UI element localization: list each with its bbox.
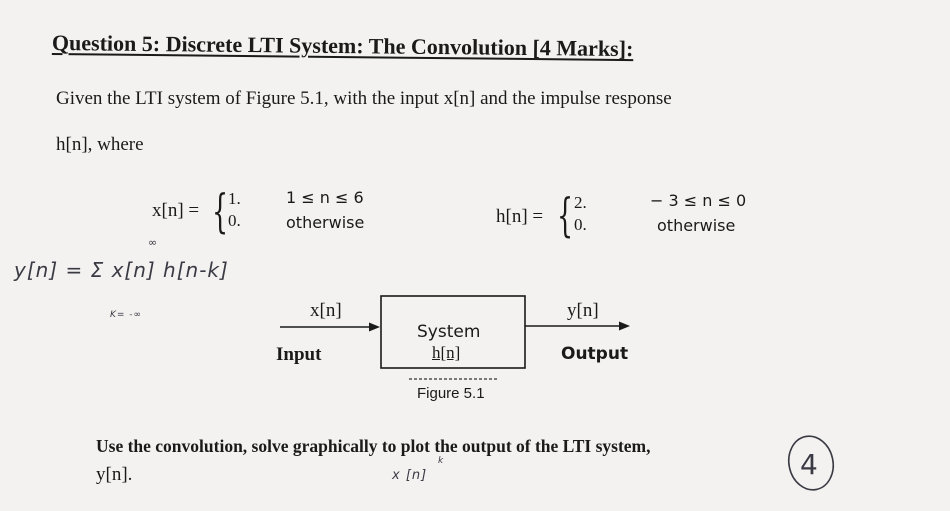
h-case2-value: 0. <box>574 215 587 234</box>
handwritten-bottom-note: x [n] <box>392 468 428 483</box>
task-line-1: Use the convolution, solve graphically to plot the output of the LTI system, <box>96 436 651 456</box>
question-title: Question 5: Discrete LTI System: The Convolution [4 Marks]: <box>51 30 634 62</box>
x-case1-condition: 1 ≤ n ≤ 6 <box>286 188 364 207</box>
x-case2-value: 0. <box>228 211 241 230</box>
diagram-system-label: System <box>417 322 481 342</box>
figure-caption: Figure 5.1 <box>417 385 485 402</box>
handwritten-sum-lower-limit: K= -∞ <box>110 310 143 320</box>
x-definition-lhs: x[n] = <box>152 200 200 221</box>
handwritten-bottom-sup: k <box>438 456 445 466</box>
h-definition-lhs: h[n] = <box>496 206 544 227</box>
diagram-output-signal: y[n] <box>567 300 599 321</box>
output-arrowhead <box>619 322 630 331</box>
diagram-input-label: Input <box>276 344 322 365</box>
intro-line-1: Given the LTI system of Figure 5.1, with the input x[n] and the impulse response <box>56 88 672 109</box>
x-definition-brace: { <box>212 184 229 238</box>
diagram-output-label: Output <box>561 344 629 364</box>
h-case1-condition: − 3 ≤ n ≤ 0 <box>650 191 747 210</box>
x-case2-condition: otherwise <box>286 213 365 232</box>
input-arrowhead <box>369 323 380 332</box>
h-case1-value: 2. <box>574 193 587 212</box>
diagram-input-signal: x[n] <box>310 300 342 321</box>
handwritten-convolution-formula: y[n] = Σ x[n] h[n-k] <box>14 258 229 282</box>
h-case2-condition: otherwise <box>657 216 736 235</box>
handwritten-sum-upper-limit: ∞ <box>148 236 159 249</box>
x-case1-value: 1. <box>228 189 241 208</box>
task-line-2: y[n]. <box>96 464 133 485</box>
diagram-system-response: h[n] <box>432 343 461 362</box>
handwritten-score: 4 <box>800 448 819 481</box>
intro-line-2: h[n], where <box>56 134 144 155</box>
h-definition-brace: { <box>557 188 574 242</box>
